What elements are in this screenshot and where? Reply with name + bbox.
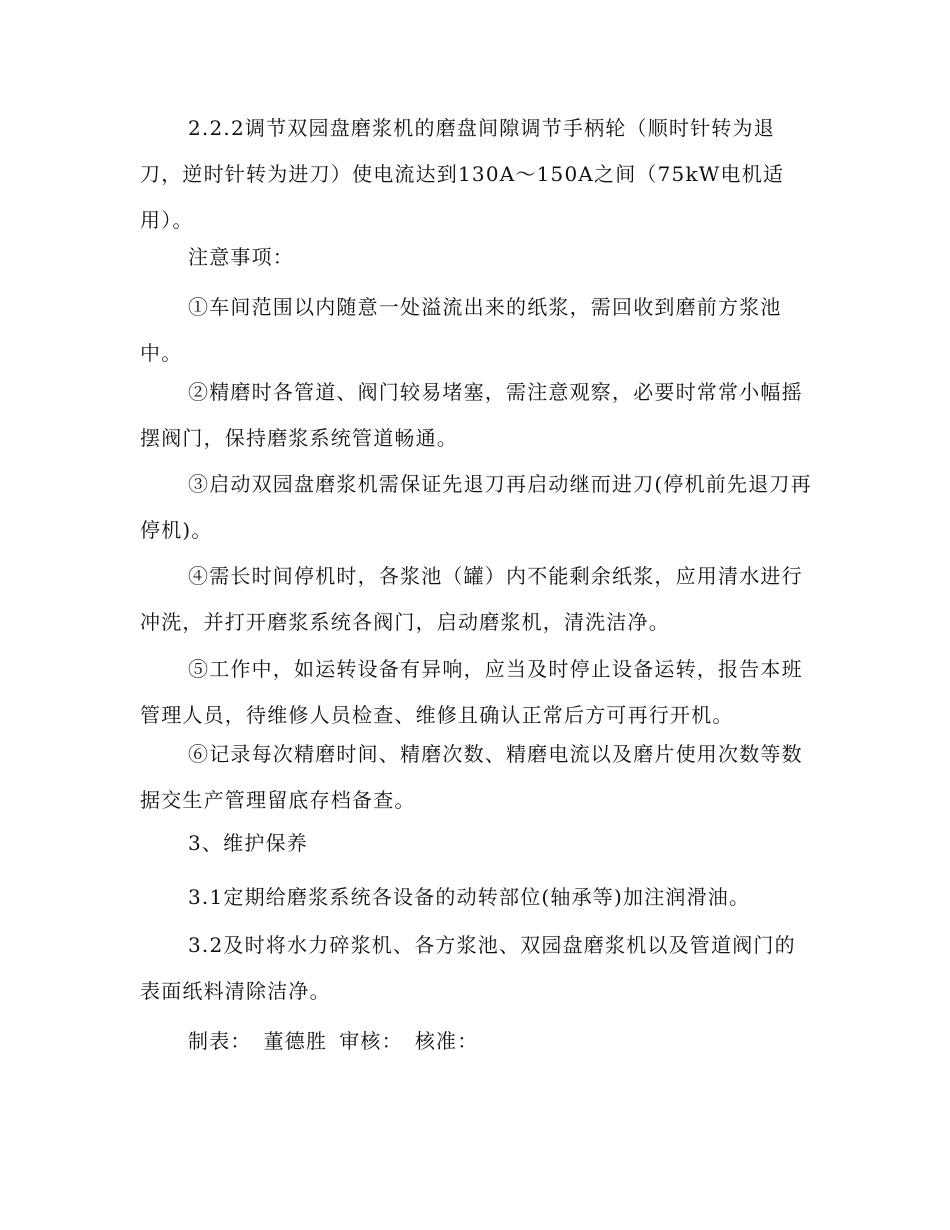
note-item-2: ②精磨时各管道、阀门较易堵塞，需注意观察，必要时常常小幅摇摆阀门，保持磨浆系统管道畅通。: [140, 380, 803, 450]
signature-line: [140, 1018, 812, 1064]
paragraph-2-2-2: 2.2.2调节双园盘磨浆机的磨盘间隙调节手柄轮（顺时针转为退刀，逆时针转为进刀）使电流达到130A～150A之间（75kW电机适用）。: [140, 116, 785, 232]
maker-label: 制表：: [188, 1029, 252, 1053]
note-item-6: ⑥记录每次精磨时间、精磨次数、精磨电流以及磨片使用次数等数据交生产管理留底存档备查。: [140, 742, 803, 812]
note-item-5: ⑤工作中，如运转设备有异响，应当及时停止设备运转，报告本班管理人员，待维修人员检查、维修且确认正常后方可再行开机。: [140, 657, 803, 727]
notes-heading: 注意事项：: [188, 245, 294, 269]
note-item-1: ①车间范围以内随意一处溢流出来的纸浆，需回收到磨前方浆池中。: [140, 295, 782, 365]
note-item-3: ③启动双园盘磨浆机需保证先退刀再启动继而进刀(停机前先退刀再停机)。: [140, 472, 812, 542]
paragraph-3-2: 3.2及时将水力碎浆机、各方浆池、双园盘磨浆机以及管道阀门的表面纸料清除洁净。: [140, 933, 796, 1003]
note-item-4: ④需长时间停机时，各浆池（罐）内不能剩余纸浆，应用清水进行冲洗，并打开磨浆系统各阀门，启动磨浆机，清洗洁净。: [140, 564, 803, 634]
maker-name: 董德胜: [263, 1029, 328, 1053]
paragraph-3-1: 3.1定期给磨浆系统各设备的动转部位(轴承等)加注润滑油。: [188, 885, 751, 909]
section-3-heading: 3、维护保养: [188, 831, 308, 855]
reviewer-label: 审核：: [339, 1029, 403, 1053]
approver-label: 核准：: [414, 1029, 479, 1053]
